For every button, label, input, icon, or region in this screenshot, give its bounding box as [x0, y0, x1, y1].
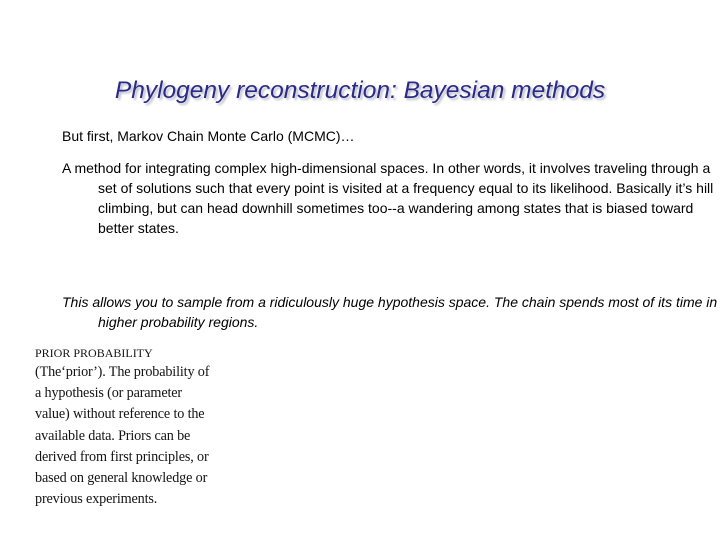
slide-title: Phylogeny reconstruction: Bayesian methods — [114, 77, 606, 104]
definition-line: derived from first principles, or — [35, 448, 209, 465]
definition-line: available data. Priors can be — [35, 427, 191, 444]
definition-line: (The‘prior’). The probability of — [35, 364, 210, 380]
definition-line: previous experiments. — [35, 491, 158, 508]
prior-probability-definition — [35, 344, 250, 510]
definition-line: based on general knowledge or — [35, 470, 208, 487]
hypothesis-space-paragraph: This allows you to sample from a ridiculously huge hypothesis space. The chain spends most of its time in higher probability regions. — [62, 294, 718, 330]
definition-line: a hypothesis (or parameter — [35, 385, 182, 402]
intro-text: But first, Markov Chain Monte Carlo (MCMC)… — [62, 128, 355, 144]
definition-line: value) without reference to the — [35, 406, 205, 423]
mcmc-description-paragraph: A method for integrating complex high-dimensional spaces. In other words, it involves traveling through a set of solutions such that every point is visited at a frequency equal to its likelihood. Basically it’s hill climbing, but can head downhill sometimes too--a wandering among states that is biased toward better states. — [62, 160, 714, 236]
definition-heading: PRIOR PROBABILITY — [35, 346, 153, 360]
